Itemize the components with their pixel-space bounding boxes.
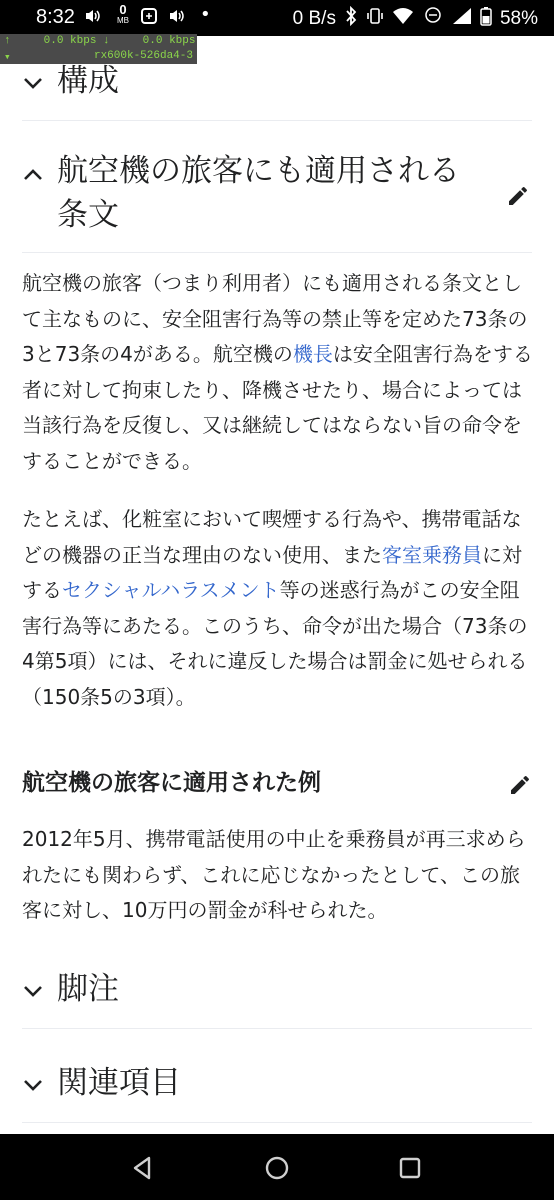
back-icon[interactable]	[128, 1153, 158, 1183]
link-kicho[interactable]: 機長	[292, 342, 333, 366]
home-icon[interactable]	[262, 1153, 292, 1183]
lte-signal-icon	[422, 6, 444, 32]
section-title: 脚注	[57, 971, 119, 1007]
battery-percent: 58%	[499, 8, 538, 29]
notification-dot: •	[200, 4, 211, 25]
section-title: 構成	[57, 63, 119, 99]
net-speed: 0 B/s	[292, 8, 336, 29]
subsection-title: 航空機の旅客に適用された例	[22, 770, 321, 796]
overlay-device-name: rx600k-526da4-3	[93, 50, 193, 62]
vibrate-icon	[366, 6, 384, 32]
chevron-down-icon	[22, 72, 44, 94]
system-nav-bar	[0, 1134, 554, 1200]
status-time: 8:32	[36, 6, 75, 28]
up-arrow-icon: ↑	[4, 35, 11, 47]
link-cabin-crew[interactable]: 客室乗務員	[382, 542, 482, 567]
cell-signal-icon	[452, 7, 472, 31]
chevron-down-icon	[22, 980, 44, 1002]
data-usage-indicator: 0 MB	[117, 2, 129, 25]
section-heading-kousei[interactable]	[22, 58, 532, 121]
link-sexual-harassment[interactable]: セクシャルハラスメント	[62, 578, 280, 602]
recents-icon[interactable]	[395, 1153, 425, 1183]
section-heading-footnotes[interactable]	[22, 966, 532, 1029]
volume-icon-2	[168, 7, 186, 29]
status-right	[293, 6, 538, 32]
pencil-icon[interactable]	[506, 184, 530, 208]
section-title-line1: 航空機の旅客にも適用される	[57, 153, 460, 189]
volume-icon	[84, 7, 102, 29]
app-notification-icon	[140, 7, 158, 29]
pencil-icon[interactable]	[508, 773, 532, 797]
section-title: 関連項目	[57, 1065, 181, 1101]
wifi-icon	[392, 7, 414, 31]
section-heading-passenger[interactable]	[22, 148, 532, 253]
battery-icon	[480, 6, 492, 32]
paragraph-2: たとえば、化粧室において喫煙する行為や、携帯電話などの機器の正当な理由のない使用、また客室乗務員に対するセクシャルハラスメント等の迷惑行為がこの安全阻害行為等にあたる。このうち、命令が出た場合（73条の4第5項）には、それに違反した場合は罰金に処せられる（150条5の3項）。	[22, 507, 528, 709]
status-bar	[0, 0, 554, 36]
chevron-up-icon	[22, 164, 44, 186]
section-title-line2: 条文	[57, 197, 119, 233]
overlay-speed-line: ↑ 0.0 kbps ↓ 0.0 kbps	[4, 35, 196, 47]
bluetooth-icon	[344, 6, 358, 32]
subsection-paragraph: 2012年5月、携帯電話使用の中止を乗務員が再三求められたにも関わらず、これに応じなかったとして、この旅客に対し、10万円の罰金が科せられた。	[22, 827, 526, 922]
section-heading-related[interactable]	[22, 1060, 532, 1123]
chevron-down-icon	[22, 1074, 44, 1096]
down-arrow-icon: ↓	[103, 35, 110, 47]
overlay-line-2: ▾	[4, 52, 11, 64]
paragraph-1: 航空機の旅客（つまり利用者）にも適用される条文として主なものに、安全阻害行為等の禁止等を定めた73条の3と73条の4がある。航空機の機長は安全阻害行為をする者に対して拘束したり、降機させたり、場合によっては当該行為を反復し、又は継続してはならない旨の命令をすることができる。	[22, 271, 533, 473]
